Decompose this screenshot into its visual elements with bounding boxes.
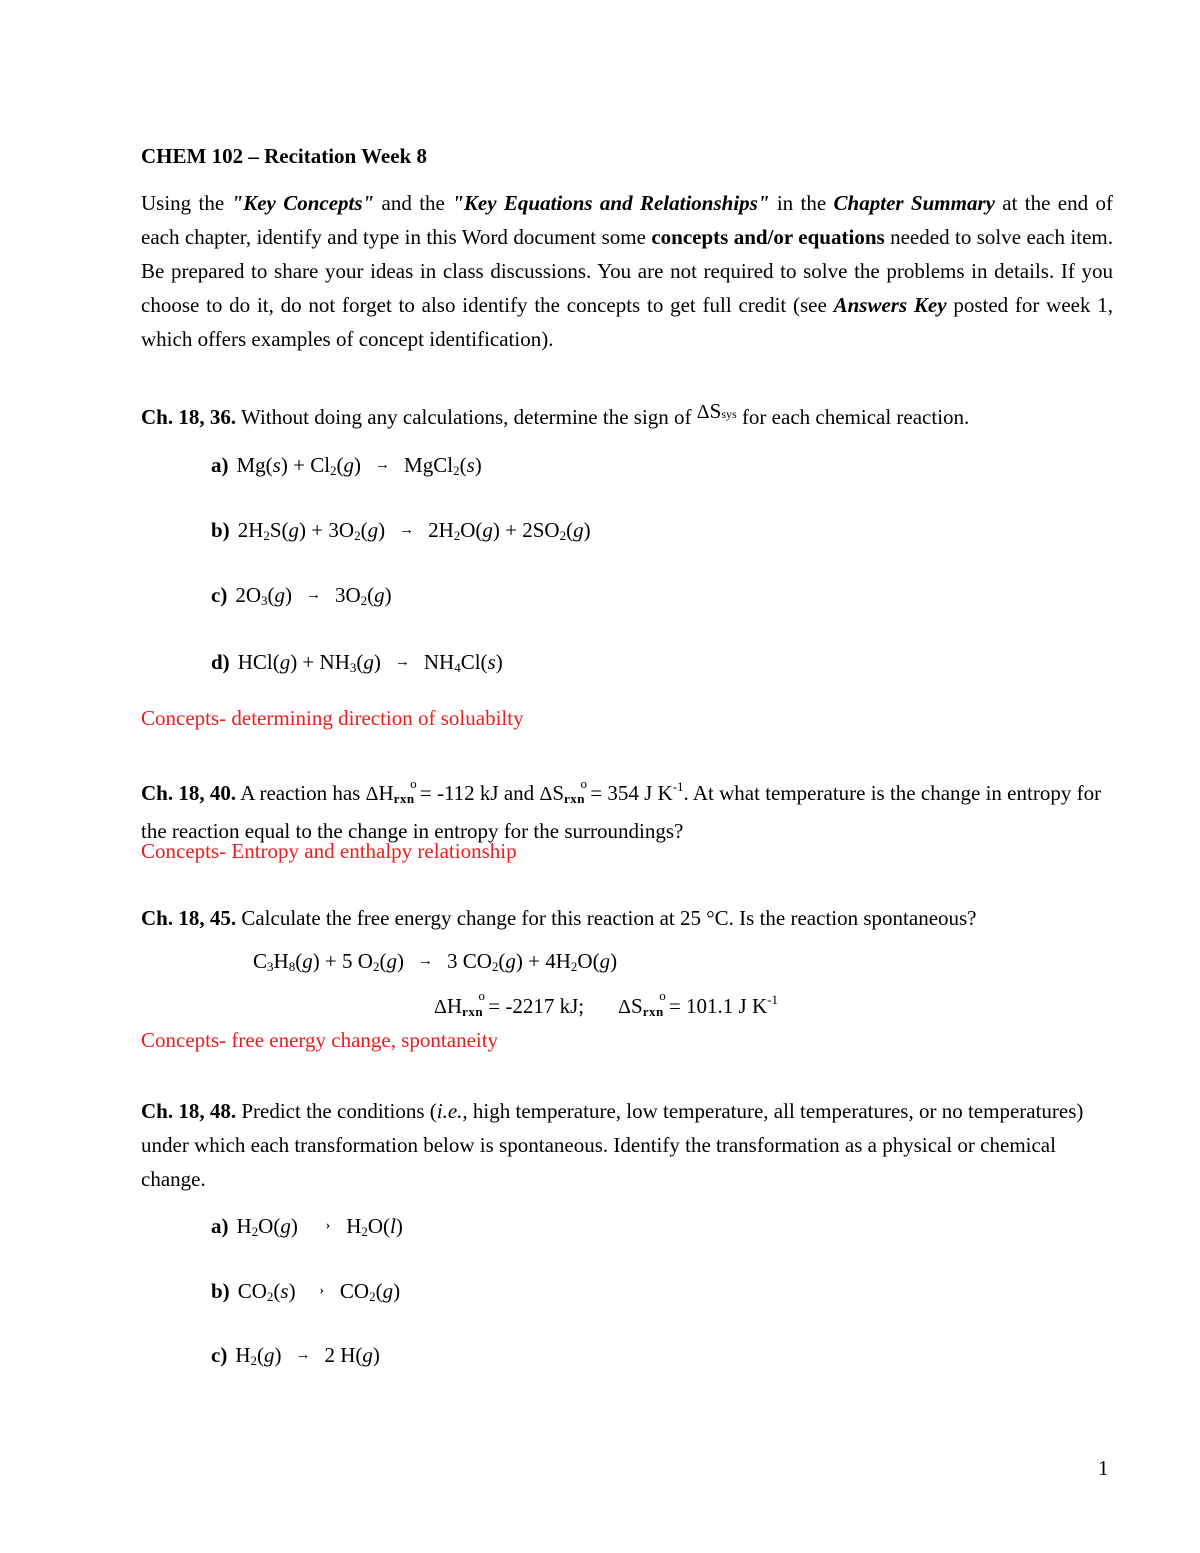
page-number: 1	[1098, 1456, 1109, 1480]
arrow-icon: →	[399, 522, 415, 538]
concept-note: Concepts- determining direction of soluabilty	[141, 706, 524, 730]
reaction-item: a) $Mg(s) + Cl_2(g)$ → MgCl$_2$(s)	[211, 453, 482, 478]
concept-note: Concepts- Entropy and enthalpy relationship	[141, 839, 517, 863]
transformation-item: a) $H_2O(g)$ › $H_2O(l)$	[211, 1211, 403, 1240]
arrow-icon: →	[394, 654, 410, 670]
reaction-item: b) $2H_2S(g) + 3O_2(g) \to 2H_2O(g) + 2SO_2(g)$	[211, 518, 591, 543]
delta-s-rxn-symbol: ΔS o rxn	[618, 988, 666, 1019]
combustion-equation: $C_3H_8(g) + 5$ $O_2(g) \to 3$ $CO_2(g) + 4H_2O(g)$	[253, 949, 618, 974]
concept-note: Concepts- free energy change, spontaneity	[141, 1028, 499, 1052]
transformation-item: b) $CO_2(s)$ › $CO_2(g)$	[211, 1276, 400, 1305]
question-36: Ch. 18, 36. Without doing any calculations, determine the sign of ΔSsys for each chemical reaction.	[141, 399, 970, 429]
delta-h-rxn-symbol: ΔH o rxn	[434, 988, 486, 1019]
question-48: Ch. 18, 48. Predict the conditions (i.e., high temperature, low temperature, all temperatures, or no temperatures) under which each transformation below is spontaneous. Identify the transformation as a physical or chemical change.	[141, 1099, 1084, 1191]
arrow-icon: →	[306, 587, 321, 603]
thermo-values: ΔH o rxn = -2217 kJ; ΔS o rxn = 101.1 J $K^{-1}$	[434, 992, 778, 1026]
arrow-icon: →	[417, 953, 433, 969]
arrow-icon: →	[375, 457, 391, 473]
question-45: Ch. 18, 45. Calculate the free energy change for this reaction at 25 °C. Is the reaction spontaneous?	[141, 906, 977, 930]
page-title: CHEM 102 – Recitation Week 8	[141, 144, 428, 168]
delta-h-rxn-symbol: ΔH o rxn	[365, 776, 417, 806]
question-40: Ch. 18, 40. A reaction has ΔH o rxn = -112 kJ and ΔS o rxn = 354 J $K^{-1}$. At what temperature is the change in entropy for the reaction equal to the change in entropy for the surroundings?	[141, 776, 1102, 843]
reaction-item: c) $2O_3(g) \to 3O_2(g)$	[211, 583, 392, 608]
arrow-icon: ›	[325, 1217, 331, 1232]
delta-s-sys-symbol: ΔSsys	[696, 399, 737, 423]
arrow-icon: ›	[319, 1282, 324, 1297]
delta-s-rxn-symbol: ΔS o rxn	[539, 776, 587, 806]
reaction-item: d) $HCl(g) + NH_3(g) \to NH_4Cl(s)$	[211, 650, 503, 675]
transformation-item: c) $H_2(g) \to 2$ H(g)	[211, 1343, 380, 1368]
arrow-icon: →	[295, 1347, 311, 1363]
intro-paragraph: Using the "Key Concepts" and the "Key Equations and Relationships" in the Chapter Summary at the end of each chapter, identify and type in this Word document some concepts and/or equations needed to solve each item. Be prepared to share your ideas in class discussions. You are not required to solve the problems in details. If you choose to do it, do not forget to also identify the concepts to get full credit (see Answers Key posted for week 1, which offers examples of concept identification).	[141, 191, 1114, 351]
